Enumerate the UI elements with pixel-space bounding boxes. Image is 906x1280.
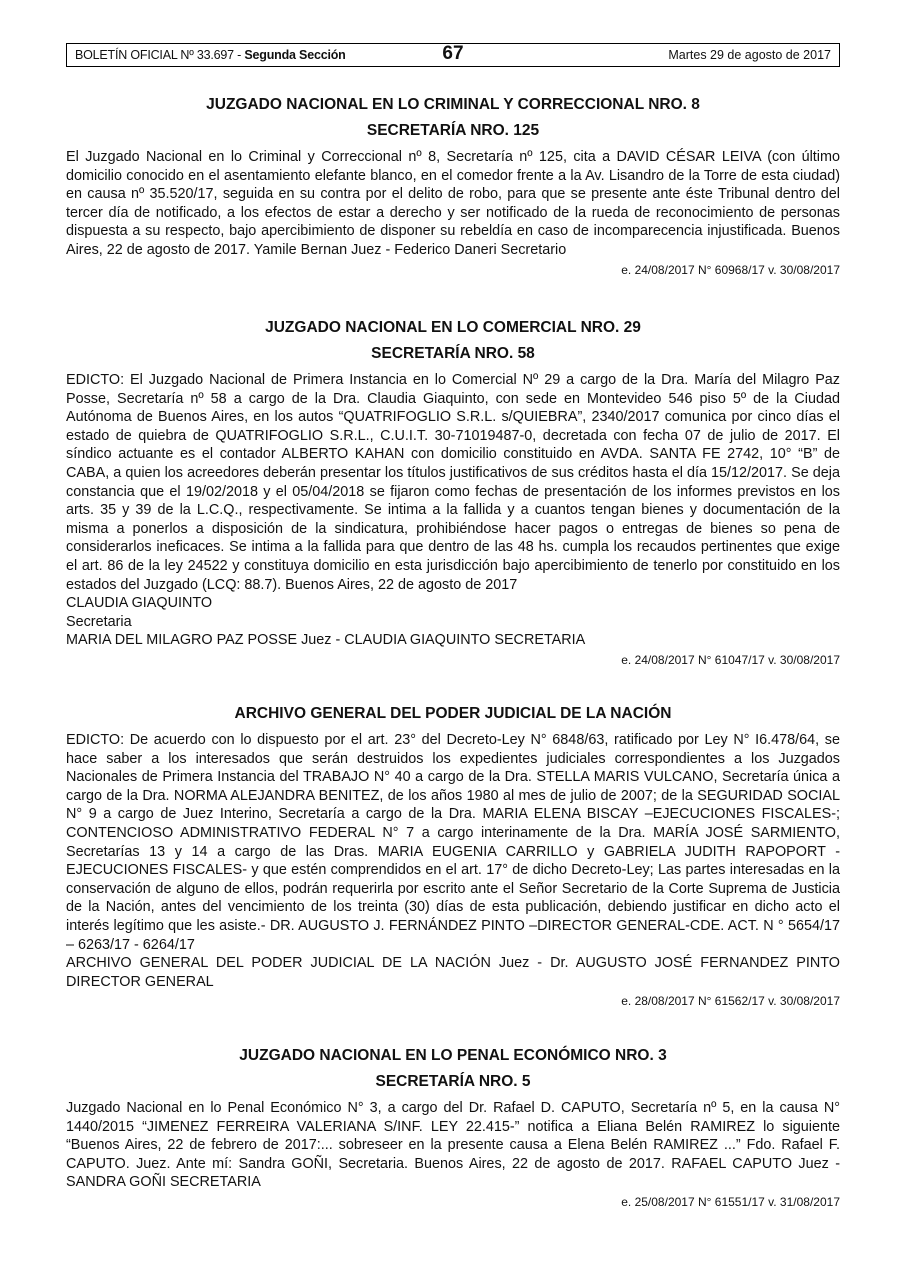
notice-penal-economico-3	[66, 1043, 840, 1210]
notice-title: ARCHIVO GENERAL DEL PODER JUDICIAL DE LA NACIÓN	[234, 705, 672, 722]
publication-name: BOLETÍN OFICIAL Nº 33.697 -	[75, 48, 245, 62]
notice-reference: e. 25/08/2017 N° 61551/17 v. 31/08/2017	[621, 1194, 840, 1209]
notice-title: JUZGADO NACIONAL EN LO PENAL ECONÓMICO NRO. 3	[239, 1047, 667, 1064]
notice-title: JUZGADO NACIONAL EN LO COMERCIAL NRO. 29	[265, 319, 641, 336]
notice-reference: e. 24/08/2017 N° 60968/17 v. 30/08/2017	[621, 262, 840, 277]
notice-reference: e. 24/08/2017 N° 61047/17 v. 30/08/2017	[621, 652, 840, 667]
notice-comercial-29	[66, 315, 840, 668]
page-header	[66, 43, 840, 67]
publication-date: Martes 29 de agosto de 2017	[668, 48, 831, 62]
notice-title: JUZGADO NACIONAL EN LO CRIMINAL Y CORRECCIONAL NRO. 8	[206, 96, 700, 113]
notice-subtitle: SECRETARÍA NRO. 125	[366, 122, 540, 139]
page-number: 67	[442, 43, 464, 64]
notice-archivo-general	[66, 701, 840, 1009]
notice-body: El Juzgado Nacional en lo Criminal y Correccional nº 8, Secretaría nº 125, cita a DAVID CÉSAR LEIVA (con último domicilio conocido en el asentamiento elefante blanco, en el comedor frente a la Av. Lisandro de la Torre de esta ciudad) en causa nº 35.520/17, seguida en su contra por el delito de robo, para que se presente ante éste Tribunal dentro del tercer día de notificado, a los efectos de estar a derecho y ser notificado de la rueda de reconocimiento de personas dispuesta a su respecto, bajo apercibimiento de disponer su rebeldía en caso de incomparecencia injustificada. Buenos Aires, 22 de agosto de 2017. Yamile Bernan Juez - Federico Daneri Secretario	[66, 149, 840, 258]
notice-signature: ARCHIVO GENERAL DEL PODER JUDICIAL DE LA NACIÓN Juez - Dr. AUGUSTO JOSÉ FERNANDEZ PINTO DIRECTOR GENERAL	[66, 955, 840, 990]
notice-body: Juzgado Nacional en lo Penal Económico N° 3, a cargo del Dr. Rafael D. CAPUTO, Secretaría nº 5, en la causa N° 1440/2015 “JIMENEZ FERREIRA VALERIANA S/INF. LEY 22.415-” notifica a Eliana Belén RAMIREZ lo siguiente “Buenos Aires, 22 de febrero de 2017:... sobreseer en la presente causa a Elena Belén RAMIREZ ...” Fdo. Rafael F. CAPUTO. Juez. Ante mí: Sandra GOÑI, Secretaria. Buenos Aires, 22 de agosto de 2017. RAFAEL CAPUTO Juez - SANDRA GOÑI SECRETARIA	[66, 1100, 840, 1191]
notice-body: EDICTO: El Juzgado Nacional de Primera Instancia en lo Comercial Nº 29 a cargo de la Dra. María del Milagro Paz Posse, Secretaría nº 58 a cargo de la Dra. Claudia Giaquinto, con sede en Montevideo 546 piso 5º de la Ciudad Autónoma de Buenos Aires, en los autos “QUATRIFOGLIO S.R.L. s/QUIEBRA”, 2340/2017 comunica por cinco días el estado de quiebra de QUATRIFOGLIO S.R.L., C.U.I.T. 30-71019487-0, decretada con fecha 07 de julio de 2017. El síndico actuante es el contador ALBERTO KAHAN con domicilio constituido en AVDA. SANTA FE 2742, 10° “B” de CABA, a quien los acreedores deberán presentar los títulos justificativos de sus créditos hasta el día 15/12/2017. Se deja constancia que el 19/02/2018 y el 05/04/2018 se fijaron como fechas de presentación de los informes previstos en los arts. 35 y 39 de la L.C.Q., respectivamente. Se intima a la fallida y a cuantos tengan bienes y documentación de la misma a ponerlos a disposición de la sindicatura, prohibiéndose hacer pagos o entregas de bienes so pena de considerarlos ineficaces. Se intima a la fallida para que dentro de las 48 hs. cumpla los recaudos pertinentes que exige el art. 86 de la ley 24522 y constituya domicilio en esta jurisdicción bajo apercibimiento de tenerlo por constituido en los estados del Juzgado (LCQ: 88.7). Buenos Aires, 22 de agosto de 2017	[66, 372, 840, 593]
notice-subtitle: SECRETARÍA NRO. 58	[371, 345, 535, 362]
notice-body: EDICTO: De acuerdo con lo dispuesto por el art. 23° del Decreto-Ley N° 6848/63, ratificado por Ley N° I6.478/64, se hace saber a los interesados que serán destruidos los expedientes judiciales correspondientes a los Juzgados Nacionales de Primera Instancia del TRABAJO N° 40 a cargo de la Dra. STELLA MARIS VULCANO, Secretaría única a cargo de la Dra. NORMA ALEJANDRA BENITEZ, de los años 1980 al mes de julio de 2007; de la SEGURIDAD SOCIAL N° 9 a cargo de Juez Interino, Secretaría a cargo de la Dra. MARIA ELENA BISCAY –EJECUCIONES FISCALES-; CONTENCIOSO ADMINISTRATIVO FEDERAL N° 7 a cargo interinamente de la Dra. MARÍA JOSÉ SARMIENTO, Secretarías 13 y 14 a cargo de las Dras. MARIA EUGENIA CARRILLO y GABRIELA JUDITH RAPOPORT -EJECUCIONES FISCALES- y que estén comprendidos en el art. 17° de dicho Decreto-Ley; Las partes interesadas en la conservación de alguno de ellos, podrán requerirla por escrito ante el Señor Secretario de la Corte Suprema de Justicia de la Nación, antes del vencimiento de los treinta (30) días de esta publicación, debiendo justificar en dicho acto el interés legítimo que les asiste.- DR. AUGUSTO J. FERNÁNDEZ PINTO –DIRECTOR GENERAL-CDE. ACT. N ° 5654/17 – 6263/17 - 6264/17	[66, 732, 840, 953]
signatory-name: CLAUDIA GIAQUINTO	[66, 595, 213, 612]
notice-criminal-8	[66, 92, 840, 278]
notice-signature: MARIA DEL MILAGRO PAZ POSSE Juez - CLAUDIA GIAQUINTO SECRETARIA	[66, 632, 586, 649]
section-name: Segunda Sección	[244, 48, 346, 62]
notice-reference: e. 28/08/2017 N° 61562/17 v. 30/08/2017	[621, 994, 840, 1009]
signatory-role: Secretaria	[66, 613, 132, 630]
notice-subtitle: SECRETARÍA NRO. 5	[375, 1073, 531, 1090]
